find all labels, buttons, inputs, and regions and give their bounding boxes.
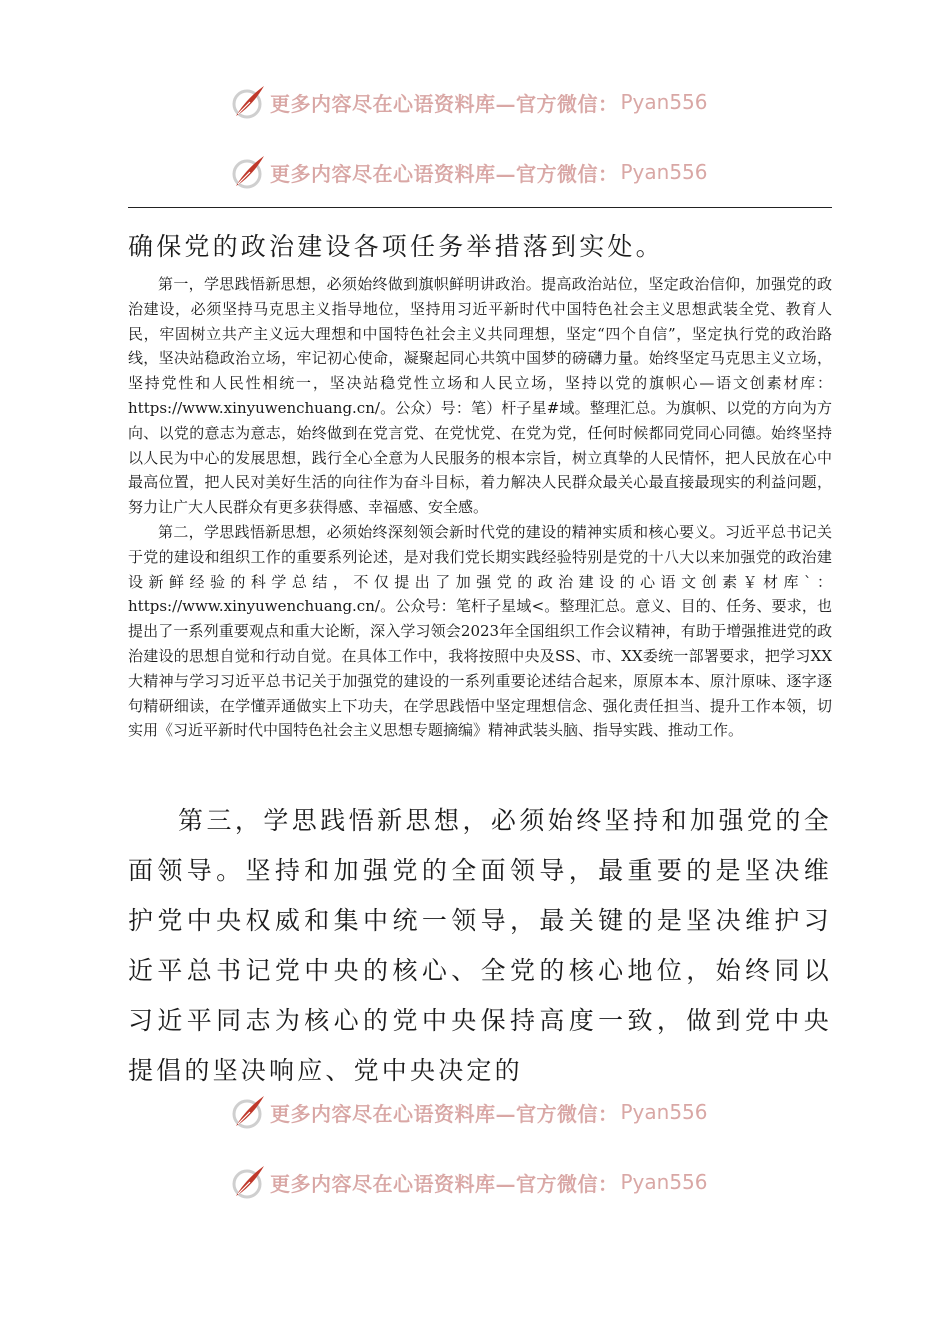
banner-text: 更多内容尽在心语资料库—官方微信： [270, 91, 619, 116]
banner-text: 更多内容尽在心语资料库—官方微信： [270, 1171, 619, 1196]
banner-wx-id: Pyan556 [620, 90, 708, 114]
header-divider [128, 207, 832, 208]
quill-logo-icon [228, 1092, 268, 1132]
watermark-banner-4 [228, 1162, 708, 1202]
body-large-section [128, 796, 832, 1096]
paragraph-third: 第三，学思践悟新思想，必须始终坚持和加强党的全面领导。坚持和加强党的全面领导，最重要的是坚决维护党中央权威和集中统一领导，最关键的是坚决维护习近平总书记党中央的核心、全党的核心地位，始终同以习近平同志为核心的党中央保持高度一致，做到党中央提倡的坚决响应、党中央决定的 [128, 806, 832, 1085]
watermark-banner-1 [228, 82, 708, 122]
quill-logo-icon [228, 82, 268, 122]
watermark-banner-3 [228, 1092, 708, 1132]
banner-wx-id: Pyan556 [620, 1100, 708, 1124]
lead-line-text: 确保党的政治建设各项任务举措落到实处。 [128, 232, 664, 261]
banner-text: 更多内容尽在心语资料库—官方微信： [270, 1101, 619, 1126]
quill-logo-icon [228, 152, 268, 192]
quill-logo-icon [228, 1162, 268, 1202]
lead-line [128, 222, 832, 272]
banner-wx-id: Pyan556 [620, 1170, 708, 1194]
body-small-section [128, 272, 832, 743]
banner-text: 更多内容尽在心语资料库—官方微信： [270, 161, 619, 186]
paragraph-second: 第二，学思践悟新思想，必须始终深刻领会新时代党的建设的精神实质和核心要义。习近平总书记关于党的建设和组织工作的重要系列论述，是对我们党长期实践经验特别是党的十八大以来加强党的政治建设新鲜经验的科学总结，不仅提出了加强党的政治建设的心语文创素￥材库`：https://www.xinyuwenchuang.cn/。公众号：笔杆子星域<。整理汇总。意义、目的、任务、要求，也提出了一系列重要观点和重大论断，深入学习领会2023年全国组织工作会议精神，有助于增强推进党的政治建设的思想自觉和行动自觉。在具体工作中，我将按照中央及SS、市、XX委统一部署要求，把学习XX大精神与学习习近平总书记关于加强党的建设的一系列重要论述结合起来，原原本本、原汁原味、逐字逐句精研细读，在学懂弄通做实上下功夫，在学思践悟中坚定理想信念、强化责任担当、提升工作本领，切实用《习近平新时代中国特色社会主义思想专题摘编》精神武装头脑、指导实践、推动工作。 [128, 522, 832, 740]
watermark-banner-2 [228, 152, 708, 192]
banner-wx-id: Pyan556 [620, 160, 708, 184]
paragraph-first: 第一，学思践悟新思想，必须始终做到旗帜鲜明讲政治。提高政治站位，坚定政治信仰，加强党的政治建设，必须坚持马克思主义指导地位，坚持用习近平新时代中国特色社会主义思想武装全党、教育人民，牢固树立共产主义远大理想和中国特色社会主义共同理想，坚定“四个自信”，坚定执行党的政治路线，坚决站稳政治立场，牢记初心使命，凝聚起同心共筑中国梦的磅礴力量。始终坚定马克思主义立场，坚持党性和人民性相统一，坚决站稳党性立场和人民立场，坚持以党的旗帜心—语文创素材库：https://www.xinyuwenchuang.cn/。公众）号：笔）杆子星#域。整理汇总。为旗帜、以党的方向为方向、以党的意志为意志，始终做到在党言党、在党忧党、在党为党，任何时候都同党同心同德。始终坚持以人民为中心的发展思想，践行全心全意为人民服务的根本宗旨，树立真挚的人民情怀，把人民放在心中最高位置，把人民对美好生活的向往作为奋斗目标，着力解决人民群众最关心最直接最现实的利益问题，努力让广大人民群众有更多获得感、幸福感、安全感。 [128, 275, 832, 517]
